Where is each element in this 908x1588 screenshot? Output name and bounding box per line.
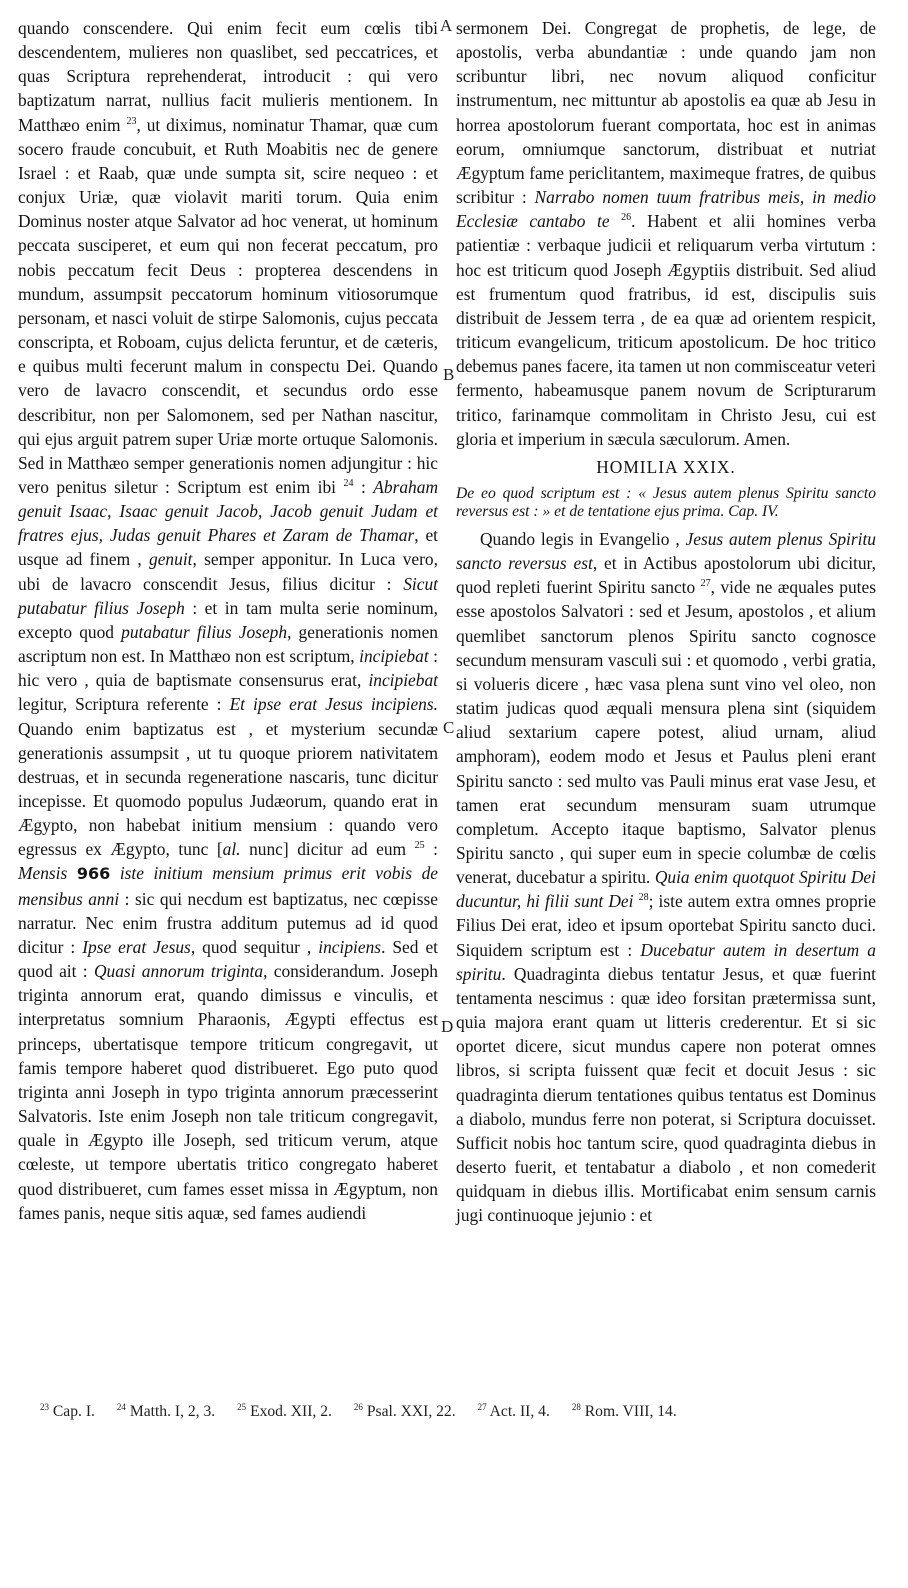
right-paragraph: sermonem Dei. Congregat de prophetis, de lege, de apostolis, verba abundantiæ : unde quando jam non scribuntur libri, nec novum aliquod conficitur instrumentum, nec mittuntur ab apostolis ea quæ ab Jesu in horrea apostolorum fuerant comportata, hoc est in animas eorum, omniumque sanctorum, distribuat et nutriat Ægyptum fame periclitantem, maximeque fratres, de quibus scribitur : Narrabo nomen tuum fratribus meis, in medio Ecclesiæ cantabo te $^{26}$. Habent et alii homines verba patientiæ : verbaque judicii et reliquarum verba virtutum : hoc est triticum quod Joseph Ægyptiis distribuit. Sed aliud est frumentum quod fratribus, id est, discipulis suis distribuit de Jessem terra , de ea quæ ad orientem respicit, triticum evangelicum, triticum apostolicum. De hoc tritico debemus panes facere, ita tamen ut non commisceatur veteri fermento, habeamusque panem novum de Scripturarum tritico, farinamque commolitam in Christo Jesu, cui est gloria et imperium in sæcula sæculorum. Amen.: [456, 18, 876, 449]
footnote-ref[interactable]: 26: [621, 212, 632, 224]
quotation: Narrabo nomen tuum fratribus meis, in medio Ecclesiæ cantabo te: [456, 187, 876, 232]
footnote: $^{28}$ Rom. VIII, 14.: [571, 1401, 677, 1420]
quotation: Ducebatur autem in desertum a spiritu: [456, 939, 877, 984]
quotation: putabatur filius Joseph: [121, 621, 288, 642]
quotation: Abraham genuit Isaac, Isaac genuit Jacob, Jacob genuit Judam et fratres ejus, Judas genuit Phares et Zaram de Thamar: [18, 476, 438, 546]
left-column: [18, 16, 438, 1225]
homily-title: HOMILIA XXIX.: [596, 456, 736, 477]
left-paragraph: quando conscendere. Qui enim fecit eum cœlis tibi descendentem, mulieres non quaslibet, sed peccatrices, et quas Scriptura reprehenderat, introducit : qui vero baptizatum narrat, nullius facit mulieris mentionem. In Matthæo enim $^{23}$, ut diximus, nominatur Thamar, quæ cum socero fraude concubuit, et Ruth Moabitis nec de genere Israel : et Raab, quæ unde sumpta sit, scire nequeo : et conjux Uriæ, quæ violavit mariti torum. Quia enim Dominus noster atque Salvator ad hoc venerat, ut hominum peccata susciperet, et eum qui non fecerat peccatum, pro nobis peccatum fecit Deus : propterea descendens in mundum, assumpsit peccatorum hominum vitiosorumque personam, et nasci voluit de stirpe Salomonis, cujus peccata conscripta, et Roboam, cujus delicta feruntur, et de cæteris, e quibus multi fecerunt malum in conspectu Dei. Quando vero de lavacro conscendit, et secundus ordo esse describitur, non per Salomonem, sed per Nathan nascitur, qui ejus arguit patrem super Uriæ morte ortuque Salomonis. Sed in Matthæo semper generationis nomen adjungitur : hic vero penitus siletur : Scriptum est enim ibi $^{24}$ : Abraham genuit Isaac, Isaac genuit Jacob, Jacob genuit Judam et fratres ejus, Judas genuit Phares et Zaram de Thamar, et usque ad finem , genuit, semper apponitur. In Luca vero, ubi de lavacro conscendit Jesus, filius dicitur : Sicut putabatur filius Joseph : et in tam multa serie nominum, excepto quod putabatur filius Joseph, generationis nomen ascriptum non est. In Matthæo non est scriptum, incipiebat : hic vero , quia de baptismate consensurus erat, incipiebat legitur, Scriptura referente : Et ipse erat Jesus incipiens. Quando enim baptizatus est , et mysterium secundæ generationis assumpsit , ut tu quoque priorem nativitatem destruas, et in secunda regeneratione nascaris, tunc dicitur incepisse. Et quomodo populus Judæorum, quando erat in Ægypto, non habebat initium mensium : quando vero egressus ex Ægypto, tunc [al. nunc] dicitur ad eum $^{25}$ : Mensis 966 iste initium mensium primus erit vobis de mensibus anni : sic qui necdum est baptizatus, nec cœpisse narratur. Nec enim frustra additum putemus ad id quod dicitur : Ipse erat Jesus, quod sequitur , incipiens. Sed et quod ait : Quasi annorum triginta, considerandum. Joseph triginta annorum erat, quando dimissus e vinculis, et interpretatus somnium Pharaonis, Ægypti effectus est princeps, ubertatisque tempore triticum congregavit, ut famis tempore haberet quod distribueret. Ego puto quod triginta anni Joseph in typo triginta annorum præcesserint Salvatoris. Iste enim Joseph non tale triticum congregavit, quale in Ægypto ille Joseph, sed triticum verum, atque cœleste, ut tempore ubertatis tritico congregato haberet quod distribueret, cum fames esset missa in Ægyptum, non fames panis, neque sitis aquæ, sed fames audiendi: [18, 18, 439, 1223]
footnote-ref[interactable]: 25: [414, 840, 425, 852]
footnote-ref[interactable]: 24: [343, 478, 354, 490]
quotation: Quasi annorum triginta: [93, 961, 264, 982]
quotation: Quia enim quotquot Spiritu Dei ducuntur, hi filii sunt Dei: [456, 867, 876, 912]
section-letter-d: D: [441, 1017, 454, 1036]
section-letter-a: A: [440, 16, 453, 35]
quotation: incipiebat: [368, 670, 438, 691]
quotation: Mensis: [18, 863, 68, 884]
quotation: Ipse erat Jesus: [82, 936, 191, 957]
quotation: incipiens: [318, 936, 382, 957]
footnote: $^{27}$ Act. II, 4.: [477, 1401, 550, 1420]
footnote: $^{26}$ Psal. XXI, 22.: [353, 1401, 456, 1420]
footnote: $^{25}$ Exod. XII, 2.: [237, 1401, 332, 1420]
quotation: genuit: [149, 549, 193, 570]
quotation: al.: [222, 839, 241, 860]
section-letter-c: C: [443, 718, 455, 737]
quotation: incipiebat: [359, 646, 429, 667]
column-number: 966: [76, 864, 111, 884]
quotation: Jesus autem plenus Spiritu sancto reversus est: [456, 528, 876, 574]
section-letter-b: B: [443, 365, 455, 384]
footnotes: [40, 1403, 870, 1421]
quotation: Sicut putabatur filius Joseph: [18, 573, 438, 618]
footnote-ref[interactable]: 23: [126, 115, 137, 127]
quotation: Et ipse erat Jesus incipiens.: [229, 694, 438, 715]
homily-subtitle: De eo quod scriptum est : « Jesus autem plenus Spiritu sancto reversus est : » et de tentatione ejus prima. Cap. IV.: [456, 484, 876, 520]
footnote: $^{23}$ Cap. I.: [40, 1401, 95, 1420]
right-column: [456, 16, 876, 1228]
footnote-ref[interactable]: 27: [700, 578, 711, 590]
quotation: iste initium mensium primus erit vobis de mensibus anni: [18, 863, 438, 909]
footnote: $^{24}$ Matth. I, 2, 3.: [116, 1401, 216, 1420]
right-paragraph: Quando legis in Evangelio , Jesus autem plenus Spiritu sancto reversus est, et in Actibus apostolorum ubi dicitur, quod repleti fuerint Spiritu sancto $^{27}$, vide ne æquales putes esse apostolos Salvatori : sed et Jesum, apostolos , et alium quemlibet sanctorum plenos Spiritu sancto cognosce secundum mensuram vasculi sui : et quomodo , verbi gratia, si volueris dicere , hæc vasa plena sunt vino vel oleo, non statim judicas quod æquali mensura plena sint (siquidem aliud sextarium capere potest, aliud urnam, aliud amphoram), eodem modo et Jesus et Paulus pleni erant Spiritu sancto : sed multo vas Pauli minus erat vase Jesu, et tamen erat secundum mensuram suam utrumque completum. Accepto itaque baptismo, Salvator plenus Spiritu sancto , qui super eum in specie columbæ de cœlis venerat, ducebatur a spiritu. Quia enim quotquot Spiritu Dei ducuntur, hi filii sunt Dei $^{28}$; iste autem extra omnes proprie Filius Dei erat, ideo et ipsum oportebat Spiritu sancto duci. Siquidem scriptum est : Ducebatur autem in desertum a spiritu. Quadraginta diebus tentatur Jesus, et quæ fuerint tentamenta nescimus : quæ ideo forsitan prætermissa sunt, quia majora erant quam ut litteris crederentur. Et si sic oportet dicere, sicut mundus capere non poterat omnes libros, si scripta fuissent quæ fecit et docuit Jesus : sic quadraginta dierum tentationes quibus tentatus est Dominus a diabolo, mundus ferre non poterat, si Scriptura docuisset. Sufficit nobis hoc tantum scire, quod quadraginta diebus in deserto fuerit, et tentabatur a diabolo , et non comederit quidquam in diebus illis. Mortificabat enim sensum carnis jugi continuoque jejunio : et: [456, 528, 877, 1226]
footnote-ref[interactable]: 28: [638, 892, 649, 904]
